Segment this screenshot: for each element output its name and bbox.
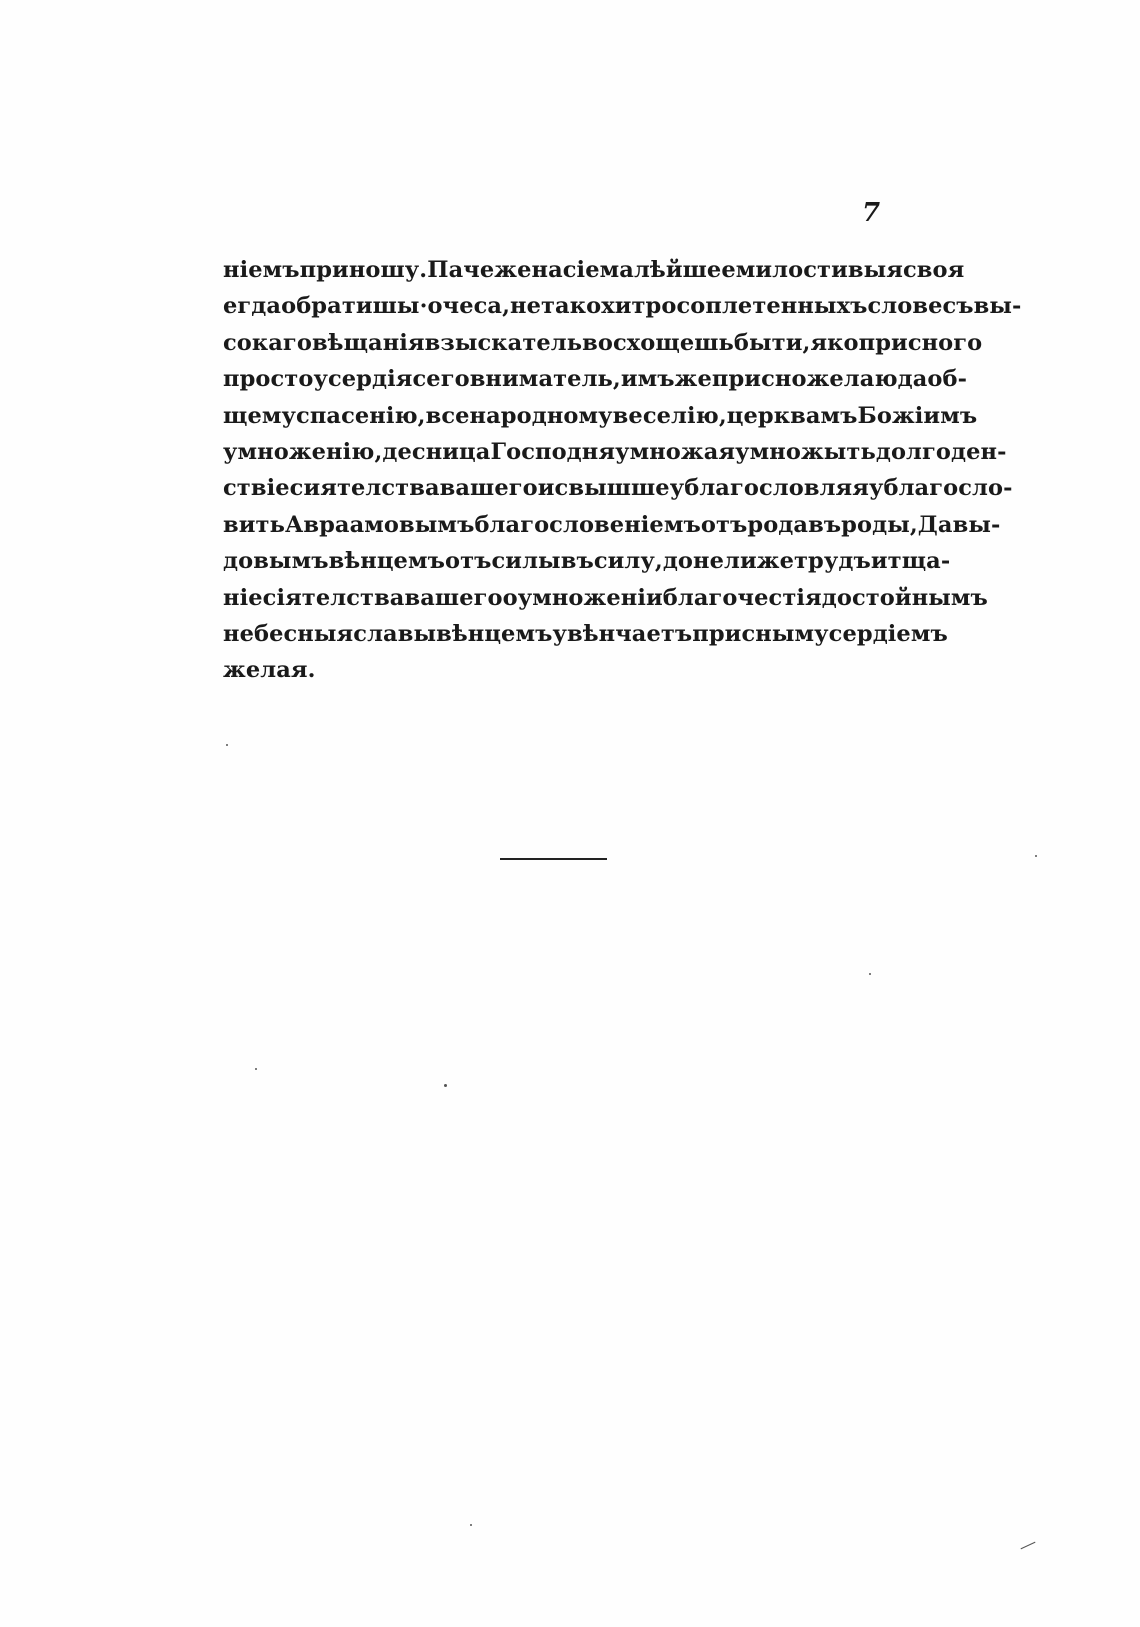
word: благословеніемъ (474, 511, 701, 538)
word: благочестія (662, 584, 822, 611)
word: Давы- (917, 511, 1001, 538)
scan-speck (869, 973, 871, 975)
word: ніе (223, 584, 263, 611)
word: умноженію, (223, 438, 383, 465)
word: простоусердія (223, 366, 413, 393)
word: умножая (615, 438, 736, 465)
text-line (223, 434, 1007, 470)
word: трудъ (794, 548, 871, 575)
word: сего (412, 366, 470, 393)
text-line (223, 580, 988, 616)
word: увѣнчаетъ (552, 620, 693, 647)
word: и (537, 475, 555, 502)
word: приношу. (299, 257, 428, 283)
section-divider (500, 858, 607, 860)
word: веселію, (612, 402, 727, 429)
word: на (531, 257, 563, 283)
word: умножыть (735, 438, 876, 465)
word: сіятелства (262, 584, 405, 611)
word: желаю (806, 366, 898, 393)
word: довымъ (223, 548, 329, 575)
text-line (223, 543, 951, 579)
word: присного (858, 329, 983, 356)
word: сокаго (223, 329, 312, 356)
word: желая. (223, 657, 316, 684)
word: вниматель, (469, 366, 621, 393)
word: ублагословляя (669, 475, 869, 502)
text-line (223, 325, 983, 361)
word: Божіимъ (857, 402, 978, 429)
word: хитросоплетенныхъ (601, 293, 868, 320)
word: ствіе (223, 475, 290, 502)
word: да (897, 366, 928, 393)
word: небесныя (223, 620, 354, 647)
word: силы (491, 548, 561, 575)
word: вѣнцемъ (436, 620, 553, 647)
scan-speck (255, 1068, 257, 1070)
text-line (223, 398, 978, 434)
word: силу, (593, 548, 663, 575)
word: егда (223, 293, 282, 320)
word: яко (810, 329, 859, 356)
word: славы (353, 620, 437, 647)
page-number: 7 (862, 198, 881, 228)
word: усердіемъ (814, 620, 948, 647)
word: сіе (562, 257, 600, 283)
word: присно (711, 366, 807, 393)
word: восхощешь (582, 329, 734, 356)
word: ніемъ (223, 257, 300, 283)
scan-speck (1035, 855, 1037, 857)
text-line (223, 252, 965, 288)
word: о (502, 584, 518, 611)
word: вы- (973, 293, 1022, 320)
word: въ (808, 511, 842, 538)
word: тако (541, 293, 602, 320)
text-line (223, 616, 948, 652)
text-line (223, 507, 1001, 543)
text-line (223, 470, 1013, 506)
word: долгоден- (875, 438, 1007, 465)
word: донели (662, 548, 757, 575)
word: отъ (444, 548, 492, 575)
word: малѣйшее (599, 257, 736, 283)
word: роды, (841, 511, 918, 538)
word: вашего (439, 475, 538, 502)
word: милостивыя (735, 257, 903, 283)
word: Господня (490, 438, 616, 465)
word: об- (927, 366, 968, 393)
word: словесъ (867, 293, 974, 320)
word: обратишы·очеса, (281, 293, 511, 320)
word: же (494, 257, 532, 283)
body-text (223, 252, 1022, 689)
scan-speck (226, 744, 228, 746)
word: достойнымъ (821, 584, 988, 611)
word: церквамъ (726, 402, 858, 429)
word: вѣнцемъ (328, 548, 445, 575)
word: присным (692, 620, 815, 647)
word: всенародному (425, 402, 613, 429)
word: вѣщанія (311, 329, 425, 356)
word: рода (747, 511, 809, 538)
word: отъ (700, 511, 748, 538)
word: же (674, 366, 712, 393)
word: имъ (620, 366, 675, 393)
word: не (510, 293, 542, 320)
word: въ (560, 548, 594, 575)
word: же (756, 548, 795, 575)
word: сиятелства (289, 475, 440, 502)
word: взыскатель (424, 329, 583, 356)
text-line (223, 288, 1022, 324)
scan-speck (470, 1524, 472, 1526)
text-line (223, 652, 883, 688)
word: своя (902, 257, 965, 283)
word: Авраамовымъ (284, 511, 475, 538)
text-line (223, 361, 968, 397)
word: вить (223, 511, 285, 538)
word: умноженіи (517, 584, 663, 611)
word: Паче (427, 257, 495, 283)
scan-speck (1021, 1542, 1036, 1550)
word: быти, (733, 329, 811, 356)
scan-speck (444, 1084, 447, 1087)
word: и (870, 548, 888, 575)
word: щему (223, 402, 297, 429)
word: тща- (887, 548, 951, 575)
word: спасенію, (296, 402, 426, 429)
word: вашего (404, 584, 503, 611)
word: свышше (554, 475, 670, 502)
word: десница (382, 438, 491, 465)
word: ублагосло- (868, 475, 1013, 502)
